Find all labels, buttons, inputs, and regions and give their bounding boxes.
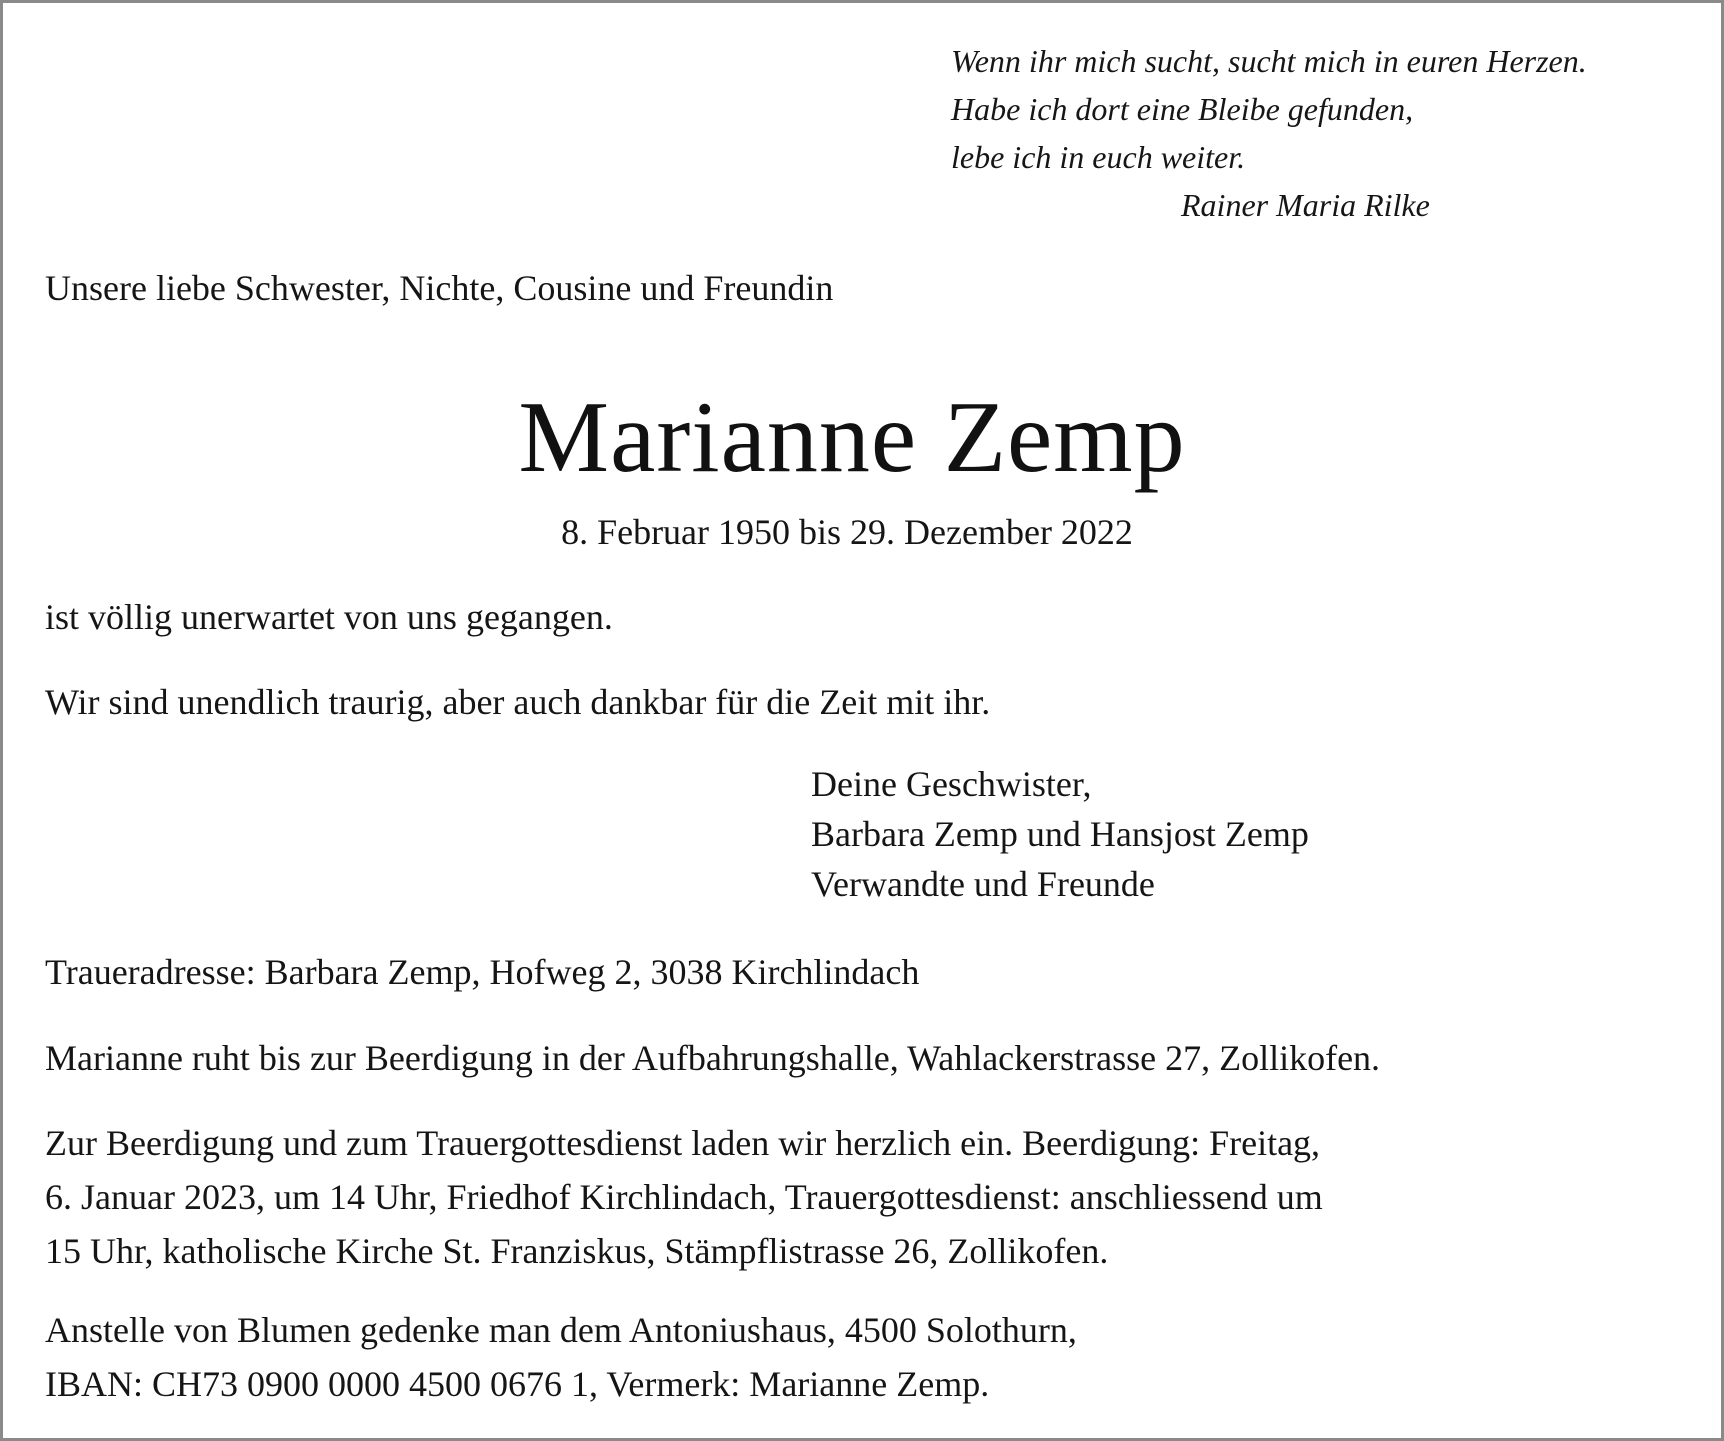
intro-text: Unsere liebe Schwester, Nichte, Cousine und Freundin xyxy=(45,268,834,308)
passing-message: ist völlig unerwartet von uns gegangen. xyxy=(45,597,613,637)
signature-line: Deine Geschwister, xyxy=(811,764,1092,804)
funeral-line: 6. Januar 2023, um 14 Uhr, Friedhof Kirchlindach, Trauergottesdienst: anschliessend um xyxy=(45,1177,1323,1217)
donation-line: IBAN: CH73 0900 0000 4500 0676 1, Vermerk: Marianne Zemp. xyxy=(45,1364,990,1404)
quote-author: Rainer Maria Rilke xyxy=(1181,187,1430,223)
quote-line: Wenn ihr mich sucht, sucht mich in euren Herzen. xyxy=(951,43,1587,79)
donation-line: Anstelle von Blumen gedenke man dem Antoniushaus, 4500 Solothurn, xyxy=(45,1310,1077,1350)
mourning-address: Traueradresse: Barbara Zemp, Hofweg 2, 3038 Kirchlindach xyxy=(45,952,920,992)
deceased-name: Marianne Zemp xyxy=(518,381,1186,494)
funeral-info xyxy=(45,1116,1323,1278)
gratitude-message: Wir sind unendlich traurig, aber auch dankbar für die Zeit mit ihr. xyxy=(45,682,991,722)
funeral-line: 15 Uhr, katholische Kirche St. Franziskus, Stämpflistrasse 26, Zollikofen. xyxy=(45,1231,1109,1271)
funeral-line: Zur Beerdigung und zum Trauergottesdienst laden wir herzlich ein. Beerdigung: Freitag, xyxy=(45,1123,1321,1163)
quote-line: lebe ich in euch weiter. xyxy=(951,139,1246,175)
signature-line: Verwandte und Freunde xyxy=(811,864,1155,904)
mourners-signature xyxy=(811,759,1309,909)
life-dates: 8. Februar 1950 bis 29. Dezember 2022 xyxy=(561,512,1133,552)
signature-line: Barbara Zemp und Hansjost Zemp xyxy=(811,814,1309,854)
quote-line: Habe ich dort eine Bleibe gefunden, xyxy=(951,91,1414,127)
donation-info xyxy=(45,1303,1077,1411)
rilke-quote xyxy=(951,37,1587,229)
viewing-info: Marianne ruht bis zur Beerdigung in der Aufbahrungshalle, Wahlackerstrasse 27, Zollikofen. xyxy=(45,1038,1381,1078)
